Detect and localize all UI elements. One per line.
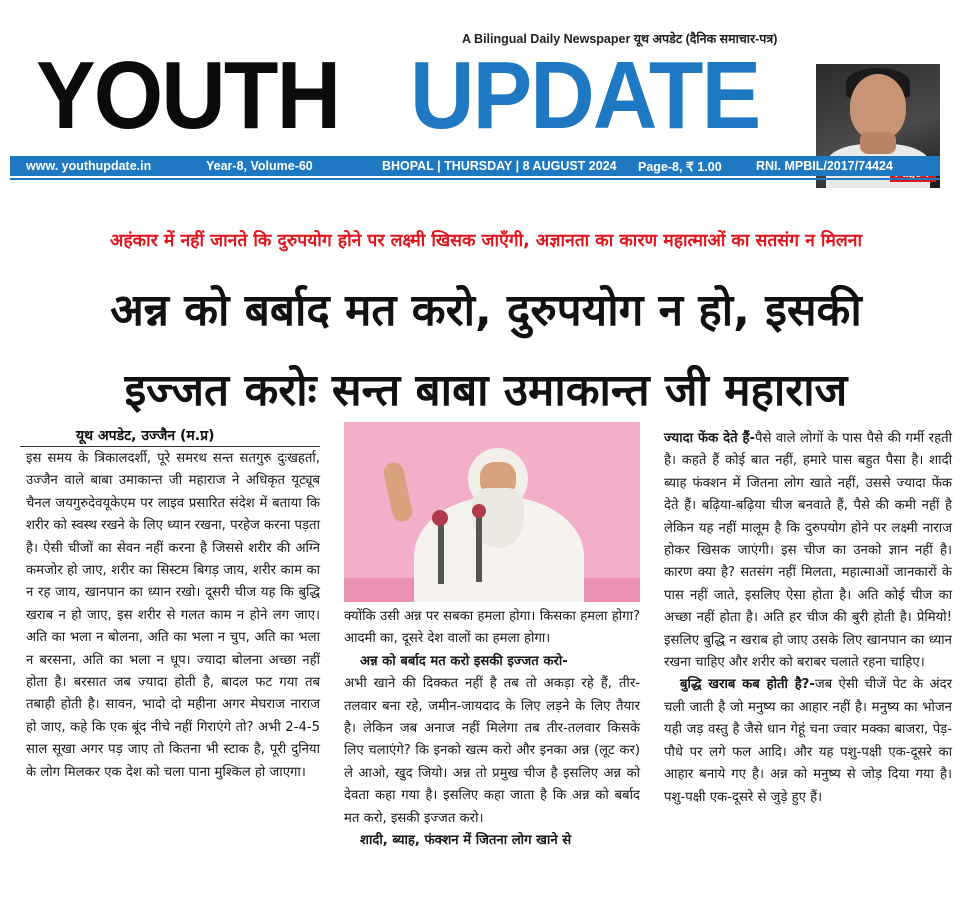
paragraph: अभी खाने की दिक्कत नहीं है तब तो अकड़ा रहे हैं, तीर-तलवार बना रहे, जमीन-जायदाद के लिए लड़ने के लिए तैयार है। लेकिन जब अनाज नहीं मिलेगा तब तीर-तलवार किसके लिए चलाएंगे? कि इनको खत्म करो और इनका अन्न (लूट कर) ले आओ, खुद जियो। अन्न तो प्रमुख चीज है इसलिए अन्न को देवता कहा गया है। इसलिए कहा जाता है कि अन्न को बर्बाद मत करो, इसकी इज्जत करो। — [344, 676, 640, 826]
masthead — [0, 44, 972, 154]
subheading: शादी, ब्याह, फंक्शन में जितना लोग खाने से — [360, 833, 572, 849]
headline-line-2: इज्जत करोः सन्त बाबा उमाकान्त जी महाराज — [124, 365, 848, 416]
article-photo[interactable] — [344, 422, 640, 602]
article-column-1 — [26, 448, 320, 784]
subheading: ज्यादा फेंक देते हैं- — [664, 431, 755, 446]
info-bar — [10, 156, 940, 176]
paragraph: इस समय के त्रिकालदर्शी, पूरे समरथ सन्त सतगुरु दुःखहर्ता, उज्जैन वाले बाबा उमाकान्त जी महाराज ने अधिकृत यूट्यूब चैनल जयगुरुदेवयूकेएम पर लाइव प्रसारित संदेश में बताया कि शरीर को स्वस्थ रखने के लिए ध्यान रखना, परहेज करना पड़ता है। ऐसी चीजों का सेवन नहीं करना है जिससे शरीर की अग्नि कमजोर हो जाए, शरीर का सिस्टम बिगड़ जाय, शरीर काम का न रह जाय, खानपान का ध्यान रखो। दूसरी चीज यह कि बुद्धि खराब न हो जाए, इस शरीर से गलत काम न होने लग जाए। अति का भला न बोलना, अति का भला न चुप, अति का भला न बरसना, अति का भला न धूप। ज्यादा बोलना अच्छा नहीं होता है। बरसात जब ज्यादा होती है, बादल फट गया तब तबाही होती है। सावन, भादो दो महीना अगर मेघराज नाराज हो जाए, कहे कि एक बूंद नीचे नहीं गिराएंगे तो? अभी 2-4-5 साल सूखा अगर पड़ जाए तो कितना भी स्टाक है, पूरी दुनिया के लोग मिलकर एक देश को चला पाना मुश्किल हो जाएगा। — [26, 451, 320, 780]
microphone-icon — [432, 510, 448, 526]
volume-info: Year-8, Volume-60 — [206, 159, 313, 173]
article-column-3 — [664, 428, 952, 809]
masthead-title-update: UPDATE — [410, 42, 760, 149]
subheading: बुद्धि खराब कब होती है?- — [680, 677, 815, 693]
paragraph: पैसे वाले लोगों के पास पैसे की गर्मी रहती है। कहते हैं कोई बात नहीं, हमारे पास बहुत पैसा है। शादी ब्याह फंक्शन में जितना लोग खाते नहीं, उससे ज्यादा फेंक देते हैं। बढ़िया-बढ़िया चीज बनवाते हैं, पैसे की कमी नहीं है लेकिन यह नहीं मालूम है कि दुरुपयोग होने पर लक्ष्मी नाराज होकर खिसक जाएंगी। इस चीज का उनको ज्ञान नहीं है। कारण क्या है? सतसंग नहीं मिलता, महात्माओं जानकारों के पास नहीं जाते, इसलिए ऐसा होता है। अति कोई चीज का अच्छा नहीं होता है। अति हर चीज की बुरी होती है। प्रेमियो! इसलिए बुद्धि न खराब हो जाए उसके लिए खानपान का ध्यान रखना चाहिए और शरीर को बराबर चलाते रहना चाहिए। — [664, 431, 953, 671]
headline-line-1: अन्न को बर्बाद मत करो, दुरुपयोग न हो, इसकी — [110, 285, 862, 336]
divider — [10, 178, 940, 180]
page-price: Page-8, ₹ 1.00 — [638, 160, 722, 174]
microphone-icon — [472, 504, 486, 518]
rni-number: RNI. MPBIL/2017/74424 — [756, 159, 893, 173]
byline: यूथ अपडेट, उज्जैन (म.प्र) — [76, 428, 215, 444]
dateline: BHOPAL | THURSDAY | 8 AUGUST 2024 — [382, 159, 617, 173]
newspaper-tagline: A Bilingual Daily Newspaper यूथ अपडेट (दैनिक समाचार-पत्र) — [462, 32, 778, 46]
article-column-2 — [344, 606, 640, 852]
masthead-title-youth: YOUTH — [36, 42, 340, 149]
article-kicker: अहंकार में नहीं जानते कि दुरुपयोग होने पर लक्ष्मी खिसक जाएँगी, अज्ञानता का कारण महात्माओं का सतसंग न मिलना — [110, 231, 862, 251]
paragraph: क्योंकि उसी अन्न पर सबका हमला होगा। किसका हमला होगा? आदमी का, दूसरे देश वालों का हमला होगा। — [344, 609, 640, 647]
subheading: अन्न को बर्बाद मत करो इसकी इज्जत करो- — [360, 653, 568, 669]
divider — [20, 446, 320, 447]
paragraph: जब ऐसी चीजें पेट के अंदर चली जाती है जो मनुष्य का आहार नहीं है। मनुष्य का भोजन यही जड़ वस्तु है जैसे धान गेहूं चना ज्वार मक्का बाजरा, पेड़-पौधे पर लगे फल आदि। और यह पशु-पक्षी एक-दूसरे का आहार बनाये गए है। अन्न को मनुष्य से जोड़ दिया गया है। पशु-पक्षी एक-दूसरे से जुड़े हुए हैं। — [664, 677, 952, 805]
website-link[interactable]: www. youthupdate.in — [26, 159, 152, 173]
